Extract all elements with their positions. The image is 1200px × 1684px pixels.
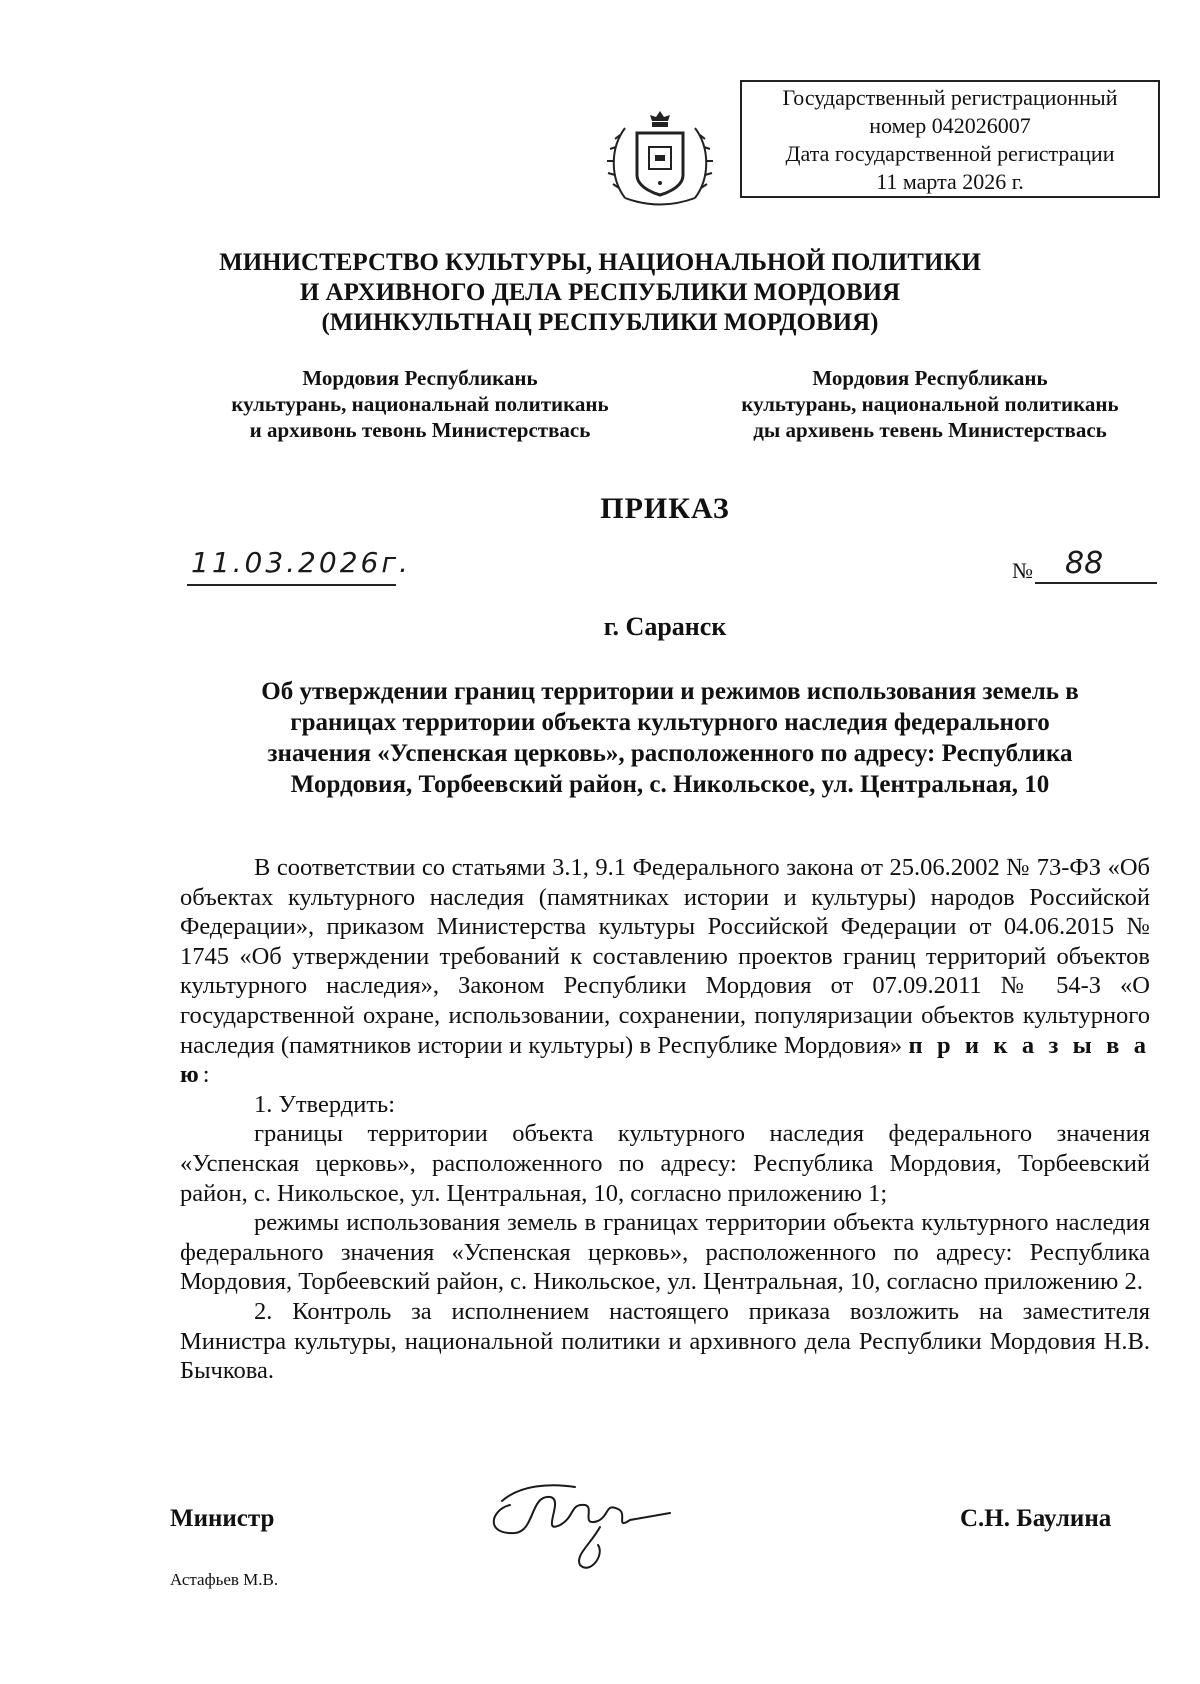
order-number: 88 [1035, 546, 1157, 584]
ministry-line-2: И АРХИВНОГО ДЕЛА РЕСПУБЛИКИ МОРДОВИЯ [299, 279, 901, 306]
ministry-line-1: МИНИСТЕРСТВО КУЛЬТУРЫ, НАЦИОНАЛЬНОЙ ПОЛИТИКИ [219, 249, 981, 276]
registration-date: 11 марта 2026 г. [876, 169, 1024, 194]
erzya-line-1: Мордовия Республикань [812, 366, 1048, 390]
executor-name: Астафьев М.В. [170, 1570, 279, 1589]
registration-number: номер 042026007 [869, 113, 1031, 138]
preamble-paragraph: В соответствии со статьями 3.1, 9.1 Федерального закона от 25.06.2002 № 73-ФЗ «Об объектах культурного наследия (памятниках истории и культуры) народов Российской Федерации», приказом Министерства культуры Российской Федерации от 04.06.2015 № 1745 «Об утверждении требований к составлению проектов границ территорий объектов культурного наследия», Законом Республики Мордовия от 07.09.2011 № 54-З «О государственной охране, использовании, сохранении, популяризации объектов культурного наследия (памятников истории и культуры) в Республике Мордовия» п р и к а з ы в а ю: [180, 854, 1150, 1089]
ministry-name [150, 248, 1050, 338]
title-line-4: Мордовия, Торбеевский район, с. Никольское, ул. Центральная, 10 [290, 771, 1050, 798]
title-line-1: Об утверждении границ территории и режимов использования земель в [261, 678, 1079, 705]
item-2: 2. Контроль за исполнением настоящего приказа возложить на заместителя Министра культуры, национальной политики и архивного дела Республики Мордовия Н.В. Бычкова. [180, 1297, 1150, 1385]
erzya-line-2: культурань, национальной политикань [741, 392, 1119, 416]
city: г. Саранск [603, 612, 727, 641]
order-date: 11.03.2026г. [187, 546, 396, 586]
ministry-line-3: (МИНКУЛЬТНАЦ РЕСПУБЛИКИ МОРДОВИЯ) [321, 309, 879, 336]
registration-stamp [740, 80, 1160, 198]
registration-line-3: Дата государственной регистрации [785, 141, 1115, 166]
erzya-line-3: ды архивень тевень Министерствась [753, 418, 1107, 442]
title-line-3: значения «Успенская церковь», расположенного по адресу: Республика [267, 740, 1073, 767]
signer-name: С.Н. Баулина [960, 1505, 1112, 1532]
signer-role: Министр [170, 1505, 275, 1532]
coat-of-arms-icon [605, 103, 715, 213]
registration-line-1: Государственный регистрационный [782, 85, 1118, 110]
moksha-line-1: Мордовия Республикань [302, 366, 538, 390]
preamble-text: В соответствии со статьями 3.1, 9.1 Федерального закона от 25.06.2002 № 73-ФЗ «Об объектах культурного наследия (памятниках истории и культуры) народов Российской Федерации», приказом Министерства культуры Российской Федерации от 04.06.2015 № 1745 «Об утверждении требований к составлению проектов границ территорий объектов культурного наследия», Законом Республики Мордовия от 07.09.2011 № 54-З «О государственной охране, использовании, сохранении, популяризации объектов культурного наследия (памятников истории и культуры) в Республике Мордовия» [180, 854, 1150, 1059]
order-title [180, 676, 1160, 800]
item-1: 1. Утвердить: [254, 1090, 396, 1118]
order-body [180, 853, 1150, 1386]
title-line-2: границах территории объекта культурного наследия федерального [290, 709, 1050, 736]
document-type: ПРИКАЗ [600, 492, 730, 525]
order-word: п р и к а з ы в а ю [180, 1031, 1150, 1089]
ministry-name-moksha [160, 365, 680, 443]
item-1a: границы территории объекта культурного наследия федерального значения «Успенская церковь», расположенного по адресу: Республика Мордовия, Торбеевский район, с. Никольское, ул. Центральная, 10, согласно приложению 1; [180, 1120, 1150, 1207]
item-1b: режимы использования земель в границах территории объекта культурного наследия федерального значения «Успенская церковь», расположенного по адресу: Республика Мордовия, Торбеевский район, с. Никольское, ул. Центральная, 10, согласно приложению 2. [180, 1209, 1150, 1296]
number-label: № [1012, 558, 1033, 583]
handwritten-signature [480, 1465, 680, 1575]
moksha-line-2: культурань, национальнай политикань [231, 392, 609, 416]
moksha-line-3: и архивонь тевонь Министерствась [249, 418, 591, 442]
ministry-name-erzya [680, 365, 1180, 443]
